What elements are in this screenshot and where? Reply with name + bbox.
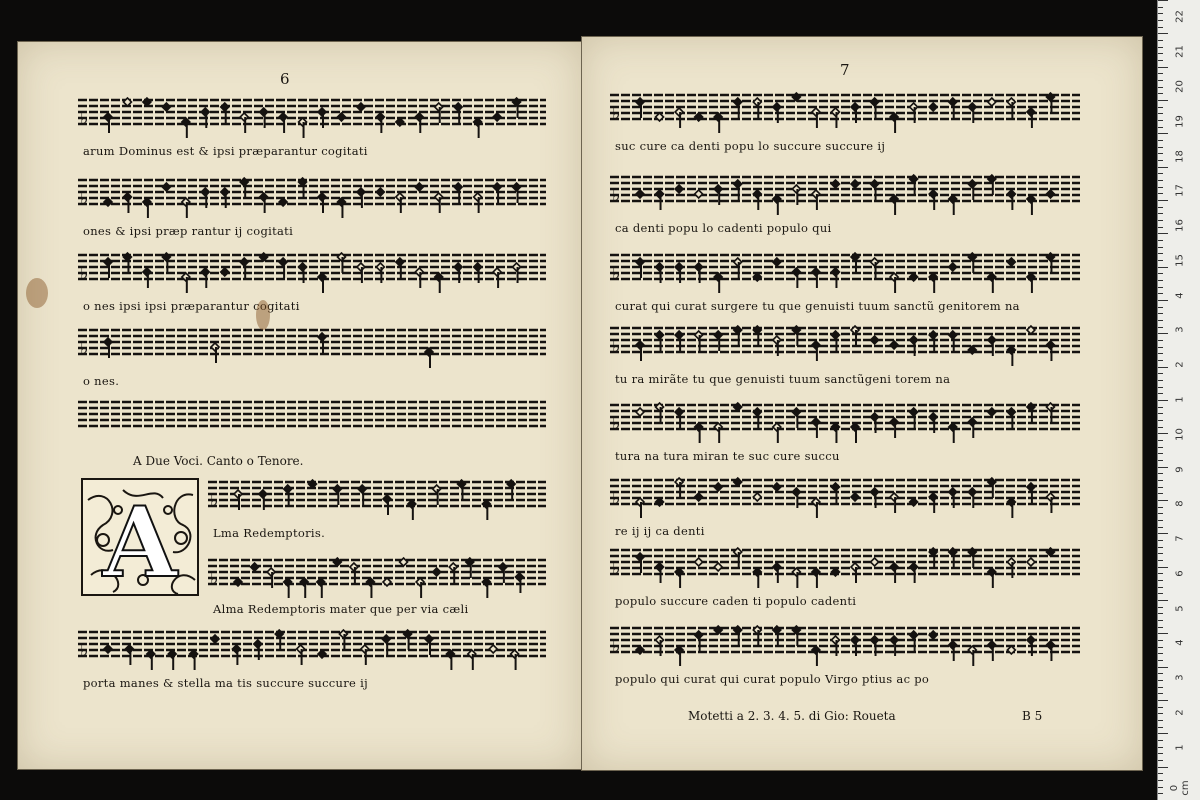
note (695, 631, 703, 639)
note (753, 408, 761, 416)
lyric-line: Alma Redemptoris mater que per via cæli (213, 602, 469, 616)
ruler-label: 7 (1174, 535, 1186, 542)
ruler-tick (1158, 493, 1163, 494)
note (162, 103, 170, 111)
ruler-tick (1158, 267, 1168, 268)
music-staff (610, 87, 1080, 137)
svg-text:♭: ♭ (612, 103, 621, 124)
ruler-tick (1158, 33, 1168, 34)
ruler-tick (1158, 173, 1163, 174)
note (675, 185, 683, 193)
ruler-tick (1158, 0, 1168, 1)
ruler-tick (1158, 547, 1163, 548)
ruler-tick (1158, 507, 1163, 508)
ruler-tick (1158, 40, 1163, 41)
note (211, 635, 219, 643)
note (773, 258, 781, 266)
note (489, 645, 497, 653)
ruler-tick (1158, 700, 1168, 701)
ruler-tick (1158, 707, 1163, 708)
svg-text:♭: ♭ (612, 488, 621, 509)
ruler-tick (1158, 200, 1168, 201)
ruler-tick (1158, 687, 1163, 688)
note (812, 108, 820, 116)
ruler-tick (1158, 60, 1163, 61)
ruler-tick (1158, 7, 1163, 8)
ruler-tick (1158, 300, 1168, 301)
ruler-tick (1158, 527, 1163, 528)
ruler-tick (1158, 347, 1163, 348)
ruler-tick (1158, 680, 1163, 681)
note (988, 98, 996, 106)
ruler-tick (1158, 340, 1163, 341)
note (753, 98, 761, 106)
note (333, 485, 341, 493)
ruler-tick (1158, 233, 1168, 234)
ruler-tick (1158, 740, 1163, 741)
ruler-tick (1158, 713, 1163, 714)
lyric-line: populo succure caden ti populo cadenti (615, 594, 857, 608)
ruler-tick (1158, 447, 1163, 448)
ruler-tick (1158, 727, 1163, 728)
ruler-tick (1158, 660, 1163, 661)
lyric-line: tura na tura miran te suc cure succu (615, 449, 840, 463)
note (695, 558, 703, 566)
ruler-tick (1158, 93, 1163, 94)
ruler-tick (1158, 793, 1163, 794)
ruler-tick (1158, 140, 1163, 141)
ruler-label: 0 cm (1169, 779, 1191, 796)
note (871, 98, 879, 106)
music-staff (78, 394, 546, 444)
ruler-tick (1158, 313, 1163, 314)
ruler-tick (1158, 467, 1168, 468)
music-staff (610, 247, 1080, 297)
ruler-tick (1158, 533, 1168, 534)
lyric-line: o nes. (83, 374, 120, 388)
note (831, 331, 839, 339)
paper-stain (256, 300, 270, 330)
lyric-line: re ij ij ca denti (615, 524, 705, 538)
lyric-line: populo qui curat qui curat populo Virgo ptius ac po (615, 672, 930, 686)
ruler-tick (1158, 67, 1168, 68)
music-staff (78, 172, 546, 222)
note (695, 331, 703, 339)
ruler-tick (1158, 773, 1163, 774)
ruler-label: 9 (1174, 465, 1186, 473)
ruler-label: 8 (1174, 500, 1186, 508)
ruler-tick (1158, 220, 1163, 221)
svg-text:♭: ♭ (612, 336, 621, 357)
ruler-label: 1 (1174, 396, 1186, 403)
note (812, 190, 820, 198)
note (753, 493, 761, 501)
ruler-tick (1158, 380, 1163, 381)
music-staff (610, 397, 1080, 447)
note (636, 408, 644, 416)
music-staff (610, 169, 1080, 219)
footer-title: Motetti a 2. 3. 4. 5. di Gio: Roueta (688, 709, 896, 723)
ruler-tick (1158, 387, 1163, 388)
lyric-line: porta manes & stella ma tis succure succure ij (83, 676, 368, 690)
left-page (18, 42, 581, 769)
ruler-label: 15 (1174, 254, 1186, 267)
ruler-tick (1158, 107, 1163, 108)
ruler-tick (1158, 720, 1163, 721)
note (871, 413, 879, 421)
note (260, 108, 268, 116)
note (871, 488, 879, 496)
music-staff (610, 542, 1080, 592)
ruler-tick (1158, 320, 1163, 321)
ruler-label: 6 (1174, 570, 1186, 577)
note (890, 341, 898, 349)
note (1027, 558, 1035, 566)
svg-text:♭: ♭ (80, 338, 89, 359)
ruler-tick (1158, 160, 1163, 161)
note (851, 180, 859, 188)
ruler-tick (1158, 333, 1168, 334)
note (636, 190, 644, 198)
note (695, 493, 703, 501)
svg-text:♭: ♭ (210, 490, 219, 511)
ruler-tick (1158, 633, 1168, 634)
page-number: 7 (840, 61, 850, 79)
note (988, 408, 996, 416)
note (871, 336, 879, 344)
ruler-tick (1158, 607, 1163, 608)
lyric-line: ones & ipsi præp rantur ij cogitati (83, 224, 294, 238)
ruler-tick (1158, 153, 1163, 154)
ruler-tick (1158, 360, 1163, 361)
note (968, 418, 976, 426)
ruler-tick (1158, 13, 1163, 14)
ruler-tick (1158, 520, 1163, 521)
lyric-line: suc cure ca denti popu lo succure succure ij (615, 139, 886, 153)
ruler-tick (1158, 407, 1163, 408)
note (831, 108, 839, 116)
ruler-tick (1158, 80, 1163, 81)
note (513, 183, 521, 191)
ruler-tick (1158, 247, 1163, 248)
note (376, 188, 384, 196)
ruler-tick (1158, 767, 1168, 768)
ruler-tick (1158, 193, 1163, 194)
ruler-tick (1158, 127, 1163, 128)
note (254, 640, 262, 648)
ruler-tick (1158, 780, 1163, 781)
note (929, 103, 937, 111)
ruler-tick (1158, 733, 1168, 734)
note (812, 341, 820, 349)
music-staff (610, 620, 1080, 670)
note (162, 183, 170, 191)
ruler-tick (1158, 293, 1163, 294)
note (871, 180, 879, 188)
note (1007, 258, 1015, 266)
ruler-tick (1158, 667, 1168, 668)
svg-text:♭: ♭ (80, 263, 89, 284)
lyric-line: o nes ipsi ipsi præparantur cogitati (83, 299, 300, 313)
ruler-tick (1158, 260, 1163, 261)
ruler-tick (1158, 433, 1168, 434)
note (251, 563, 259, 571)
note (851, 493, 859, 501)
page-number: 6 (280, 70, 290, 88)
ruler-tick (1158, 753, 1163, 754)
note (415, 183, 423, 191)
ruler-label: 3 (1174, 674, 1186, 681)
ruler-label: 1 (1174, 744, 1186, 751)
ruler-tick (1158, 227, 1163, 228)
ruler-tick (1158, 587, 1163, 588)
signature-mark: B 5 (1022, 709, 1043, 723)
svg-text:♭: ♭ (80, 188, 89, 209)
svg-text:♭: ♭ (612, 185, 621, 206)
ruler-tick (1158, 427, 1163, 428)
ruler-tick (1158, 513, 1163, 514)
note (433, 568, 441, 576)
ruler-label: 20 (1174, 80, 1186, 93)
ruler-tick (1158, 540, 1163, 541)
ruler-tick (1158, 640, 1163, 641)
ruler-tick (1158, 613, 1163, 614)
ruler-tick (1158, 653, 1163, 654)
ruler-tick (1158, 240, 1163, 241)
initial-letter: A (102, 486, 178, 596)
note (949, 263, 957, 271)
note (968, 180, 976, 188)
ruler-tick (1158, 473, 1163, 474)
note (493, 113, 501, 121)
note (695, 263, 703, 271)
note (1046, 190, 1054, 198)
ruler-label: 19 (1174, 114, 1186, 128)
ruler-tick (1158, 253, 1163, 254)
ruler-tick (1158, 133, 1168, 134)
lyric-line: tu ra mirãte tu que genuisti tuum sanctũgeni torem na (615, 372, 951, 386)
ruler-tick (1158, 120, 1163, 121)
paper-stain (26, 278, 48, 308)
music-staff (208, 474, 546, 524)
ruler-tick (1158, 327, 1163, 328)
right-page (582, 37, 1142, 770)
note (260, 193, 268, 201)
note (1027, 483, 1035, 491)
ruler-tick (1158, 353, 1163, 354)
ruler-tick (1158, 567, 1168, 568)
note (968, 103, 976, 111)
ruler-tick (1158, 573, 1163, 574)
ruler-tick (1158, 53, 1163, 54)
note (871, 636, 879, 644)
note (929, 631, 937, 639)
note (695, 190, 703, 198)
ruler-tick (1158, 307, 1163, 308)
music-staff (78, 624, 546, 674)
svg-text:♭: ♭ (80, 108, 89, 129)
music-staff (78, 247, 546, 297)
svg-text:♭: ♭ (612, 558, 621, 579)
ruler-tick (1158, 747, 1163, 748)
note (337, 113, 345, 121)
ruler-tick (1158, 693, 1163, 694)
ruler-tick (1158, 593, 1163, 594)
ruler-tick (1158, 500, 1168, 501)
music-staff (208, 552, 546, 602)
ruler-tick (1158, 600, 1168, 601)
ruler-tick (1158, 673, 1163, 674)
section-heading: A Due Voci. Canto o Tenore. (133, 454, 304, 468)
svg-text:♭: ♭ (612, 263, 621, 284)
ruler-tick (1158, 167, 1168, 168)
ruler-label: 18 (1174, 149, 1186, 163)
ruler-tick (1158, 113, 1163, 114)
ruler-tick (1158, 560, 1163, 561)
ruler-tick (1158, 87, 1163, 88)
svg-text:♭: ♭ (612, 636, 621, 657)
ruler-tick (1158, 20, 1163, 21)
ruler-label: 3 (1174, 326, 1186, 334)
ruler-tick (1158, 760, 1163, 761)
note (714, 483, 722, 491)
ruler-label: 21 (1174, 45, 1186, 59)
measuring-ruler (1157, 0, 1200, 800)
music-staff (78, 322, 546, 372)
ruler-tick (1158, 440, 1163, 441)
ruler-tick (1158, 460, 1163, 461)
ruler-label: 4 (1174, 291, 1186, 299)
ruler-tick (1158, 367, 1168, 368)
svg-text:♭: ♭ (210, 568, 219, 589)
note (753, 190, 761, 198)
ruler-label: 5 (1174, 605, 1186, 612)
ruler-tick (1158, 420, 1163, 421)
ruler-label: 2 (1174, 361, 1186, 368)
svg-text:♭: ♭ (612, 413, 621, 434)
ruler-tick (1158, 280, 1163, 281)
note (284, 485, 292, 493)
ruler-tick (1158, 400, 1168, 401)
note (871, 558, 879, 566)
ruler-tick (1158, 213, 1163, 214)
note (831, 483, 839, 491)
note (812, 418, 820, 426)
ruler-tick (1158, 553, 1163, 554)
note (714, 563, 722, 571)
ruler-label: 17 (1174, 184, 1186, 198)
ruler-tick (1158, 453, 1163, 454)
lyric-line: Lma Redemptoris. (213, 526, 326, 540)
ruler-tick (1158, 207, 1163, 208)
ruler-label: 4 (1174, 639, 1186, 647)
ruler-tick (1158, 47, 1163, 48)
svg-text:♭: ♭ (80, 640, 89, 661)
ruler-tick (1158, 620, 1163, 621)
ruler-tick (1158, 187, 1163, 188)
ruler-tick (1158, 100, 1168, 101)
decorated-initial (81, 478, 199, 596)
ruler-tick (1158, 580, 1163, 581)
lyric-line: arum Dominus est & ipsi præparantur cogitati (83, 144, 368, 158)
ruler-tick (1158, 147, 1163, 148)
ruler-tick (1158, 273, 1163, 274)
ruler-tick (1158, 647, 1163, 648)
lyric-line: ca denti popu lo cadenti populo qui (615, 221, 832, 235)
ruler-tick (1158, 787, 1163, 788)
ruler-tick (1158, 627, 1163, 628)
note (104, 645, 112, 653)
note (831, 636, 839, 644)
note (871, 258, 879, 266)
note (831, 180, 839, 188)
note (513, 263, 521, 271)
note (812, 268, 820, 276)
ruler-tick (1158, 480, 1163, 481)
ruler-tick (1158, 487, 1163, 488)
ruler-tick (1158, 413, 1163, 414)
note (831, 268, 839, 276)
note (1027, 108, 1035, 116)
ruler-tick (1158, 180, 1163, 181)
ruler-tick (1158, 27, 1163, 28)
music-staff (610, 320, 1080, 370)
ruler-label: 10 (1174, 427, 1186, 441)
ruler-tick (1158, 393, 1163, 394)
note (357, 103, 365, 111)
note (125, 645, 133, 653)
ruler-tick (1158, 73, 1163, 74)
note (968, 488, 976, 496)
note (773, 483, 781, 491)
ruler-tick (1158, 287, 1163, 288)
lyric-line: curat qui curat surgere tu que genuisti tuum sanctũ genitorem na (615, 299, 1020, 313)
ruler-label: 2 (1174, 709, 1186, 716)
ruler-label: 22 (1174, 10, 1186, 24)
music-staff (610, 472, 1080, 522)
ruler-tick (1158, 373, 1163, 374)
note (221, 268, 229, 276)
ruler-label: 16 (1174, 219, 1186, 232)
note (1027, 636, 1035, 644)
music-staff (78, 92, 546, 142)
